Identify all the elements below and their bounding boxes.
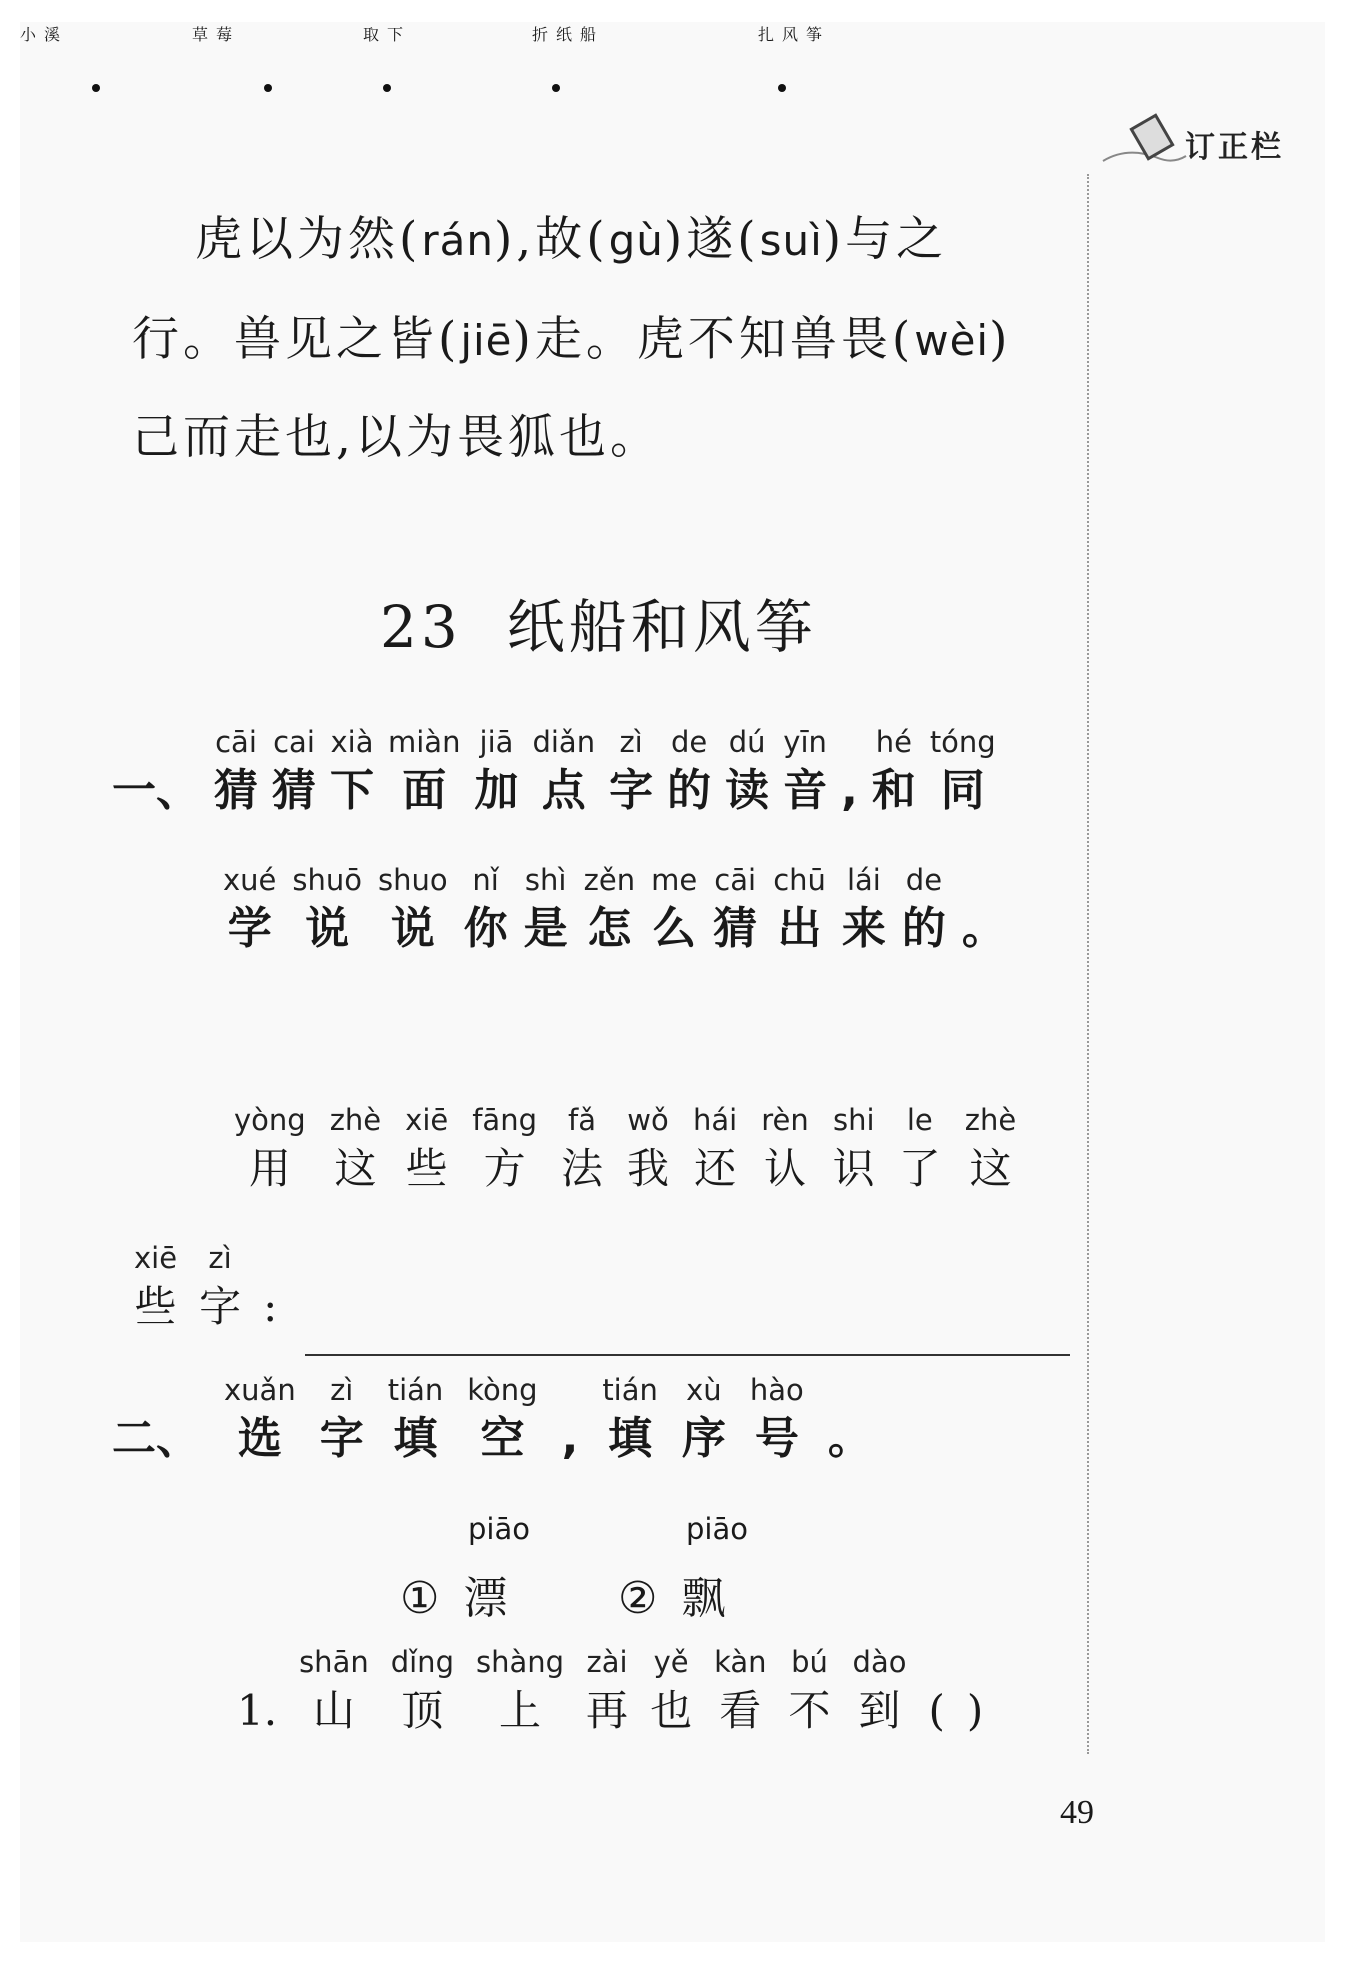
ruby-char	[930, 722, 996, 820]
pinyin: shì	[524, 863, 567, 897]
hanzi: :	[263, 1282, 278, 1331]
pinyin: fǎ	[568, 1103, 596, 1137]
word-item: 小溪	[20, 25, 69, 44]
pinyin: yīn	[783, 725, 827, 759]
ruby-char	[320, 1370, 364, 1468]
ruby-char	[234, 1100, 306, 1198]
pinyin: tián	[602, 1373, 658, 1407]
ruby-char	[828, 1370, 872, 1468]
pinyin: kòng	[467, 1373, 538, 1407]
hanzi: 方	[483, 1144, 526, 1193]
hanzi: 选	[237, 1413, 282, 1464]
pinyin: cāi	[215, 725, 257, 759]
pinyin: me	[651, 863, 698, 897]
ruby-char	[789, 1642, 831, 1740]
hanzi: 号	[754, 1413, 799, 1464]
ruby-char	[388, 722, 460, 820]
hanzi: 字	[609, 765, 654, 816]
ruby-char	[773, 860, 826, 958]
pinyin: miàn	[388, 725, 461, 759]
q1-instruction-line1	[112, 722, 996, 820]
pinyin: cai	[273, 725, 315, 759]
hanzi: 空	[480, 1413, 525, 1464]
pinyin: shuo	[378, 863, 448, 897]
hanzi: 字	[199, 1282, 242, 1331]
q2-instruction	[112, 1370, 872, 1468]
pinyin: de	[670, 725, 708, 759]
passage-pinyin: jiē	[460, 316, 513, 365]
passage-pinyin: gù	[608, 216, 664, 265]
hanzi: 序	[681, 1413, 726, 1464]
option-1-number: ①	[400, 1573, 440, 1624]
hanzi: 怎	[587, 903, 632, 954]
pen-icon	[1098, 106, 1188, 176]
ruby-char	[224, 1370, 296, 1468]
pinyin: hào	[749, 1373, 804, 1407]
hanzi: 填	[608, 1413, 653, 1464]
hanzi: 识	[832, 1144, 875, 1193]
hanzi: 音	[783, 765, 828, 816]
ruby-char	[853, 1642, 907, 1740]
pinyin: zhè	[329, 1103, 382, 1137]
ruby-char	[214, 722, 258, 820]
passage-text: 己而走也,以为畏狐也。	[132, 410, 661, 465]
passage-text: )遂(	[663, 212, 760, 267]
hanzi: 了	[898, 1144, 941, 1193]
ruby-char	[562, 1370, 579, 1468]
hanzi: 不	[788, 1686, 831, 1735]
ruby-char	[134, 1238, 177, 1336]
hanzi: 上	[499, 1686, 542, 1735]
ruby-char	[561, 1100, 603, 1198]
option-1-pinyin: piāo	[468, 1512, 530, 1546]
pinyin: dào	[852, 1645, 907, 1679]
hanzi: 顶	[401, 1686, 444, 1735]
pinyin: xià	[330, 725, 374, 759]
correction-divider	[1087, 174, 1089, 1754]
pinyin: tóng	[929, 725, 996, 759]
ruby-char	[667, 722, 711, 820]
ruby-char	[962, 860, 1006, 958]
hanzi: 加	[474, 765, 519, 816]
hanzi: 说	[305, 903, 350, 954]
ruby-char	[842, 860, 886, 958]
ruby-char	[833, 1100, 875, 1198]
hanzi: ,	[841, 765, 858, 816]
ruby-char	[714, 1642, 766, 1740]
hanzi: 读	[725, 765, 770, 816]
hanzi: 学	[227, 903, 272, 954]
q2-item-1	[215, 1642, 983, 1740]
hanzi: 这	[969, 1144, 1012, 1193]
pinyin: dú	[728, 725, 766, 759]
lesson-number: 23	[380, 593, 462, 661]
pinyin: rèn	[761, 1103, 809, 1137]
pinyin: wǒ	[627, 1103, 669, 1137]
ruby-char	[292, 860, 362, 958]
ruby-char	[476, 1642, 564, 1740]
pinyin: zhè	[964, 1103, 1017, 1137]
ruby-char	[602, 1370, 658, 1468]
q1-label: 一、	[112, 765, 200, 816]
ruby-char	[524, 860, 568, 958]
pinyin: fāng	[472, 1103, 537, 1137]
hanzi: ,	[561, 1413, 579, 1464]
pinyin: shān	[299, 1645, 369, 1679]
hanzi: 。	[961, 903, 1006, 954]
hanzi: 下	[330, 765, 374, 816]
passage-text: ),故(	[493, 212, 609, 267]
hanzi: 法	[561, 1144, 604, 1193]
ruby-char	[472, 1100, 537, 1198]
pinyin: xiē	[405, 1103, 449, 1137]
pinyin: yě	[653, 1645, 689, 1679]
passage-text: 虎以为然(	[195, 212, 422, 267]
emphasis-dot	[552, 84, 560, 92]
word-item: 草莓	[192, 25, 241, 44]
ruby-char	[199, 1238, 241, 1336]
pinyin: diǎn	[532, 725, 596, 759]
ruby-char	[713, 860, 757, 958]
pinyin: shi	[833, 1103, 875, 1137]
pinyin: le	[906, 1103, 933, 1137]
hanzi: 也	[650, 1686, 693, 1735]
ruby-char	[761, 1100, 809, 1198]
q1-instruction-line2	[207, 860, 1006, 958]
ruby-char	[263, 1238, 277, 1336]
hanzi: 出	[777, 903, 822, 954]
hanzi: 山	[312, 1686, 355, 1735]
pinyin: shuō	[292, 863, 363, 897]
hanzi: 猜	[713, 903, 758, 954]
pinyin: xué	[223, 863, 277, 897]
pinyin: lái	[846, 863, 881, 897]
ruby-char	[378, 860, 448, 958]
correction-column-label: 订正栏	[1185, 130, 1284, 165]
pinyin: bú	[791, 1645, 828, 1679]
pinyin: hé	[875, 725, 912, 759]
word-item: 折纸船	[532, 25, 605, 44]
pinyin: chū	[773, 863, 826, 897]
option-1	[400, 1512, 530, 1626]
passage-line	[132, 302, 1077, 369]
hanzi: 。	[827, 1413, 872, 1464]
ruby-char	[682, 1370, 726, 1468]
pinyin: nǐ	[472, 863, 499, 897]
ruby-char	[693, 1100, 737, 1198]
q1-instruction-line4	[112, 1238, 277, 1336]
hanzi: 到	[858, 1686, 901, 1735]
ruby-char	[627, 1100, 669, 1198]
ruby-char	[464, 860, 508, 958]
hanzi: 我	[627, 1144, 670, 1193]
pinyin: zěn	[583, 863, 636, 897]
option-2-pinyin: piāo	[686, 1512, 748, 1546]
lesson-name: 纸船和风筝	[506, 593, 817, 661]
workbook-page	[20, 22, 1325, 1942]
pinyin: cāi	[714, 863, 757, 897]
emphasis-dot	[778, 84, 786, 92]
ruby-char	[237, 1642, 277, 1740]
pinyin: zì	[330, 1373, 354, 1407]
hanzi: 同	[940, 765, 985, 816]
ruby-char	[467, 1370, 537, 1468]
pinyin: xuǎn	[224, 1373, 296, 1407]
hanzi: 你	[463, 903, 508, 954]
lesson-title	[380, 580, 817, 664]
hanzi: 猜	[272, 765, 316, 816]
emphasis-dot	[383, 84, 391, 92]
pinyin: jiā	[479, 725, 514, 759]
hanzi: 说	[390, 903, 435, 954]
page-number: 49	[1060, 1794, 1094, 1831]
ruby-char	[928, 1642, 944, 1740]
passage-pinyin: rán	[421, 216, 494, 265]
pinyin: xiē	[134, 1241, 178, 1275]
pinyin: hái	[693, 1103, 738, 1137]
ruby-char	[783, 722, 827, 820]
ruby-char	[902, 860, 946, 958]
hanzi: 和	[871, 765, 916, 816]
passage-text: )走。虎不知兽畏(	[512, 312, 915, 367]
passage-text: )	[989, 312, 1012, 367]
q2-label: 二、	[112, 1413, 200, 1464]
hanzi: 用	[248, 1144, 291, 1193]
hanzi: )	[966, 1686, 984, 1735]
pinyin: de	[905, 863, 943, 897]
ruby-char	[474, 722, 518, 820]
ruby-char	[841, 722, 858, 820]
hanzi: (	[928, 1686, 945, 1735]
hanzi: 还	[694, 1144, 737, 1193]
ruby-char	[532, 722, 595, 820]
pinyin: shàng	[475, 1645, 565, 1679]
hanzi: 这	[334, 1144, 377, 1193]
hanzi: 认	[764, 1144, 807, 1193]
hanzi: 1.	[237, 1686, 278, 1735]
hanzi: 的	[667, 765, 712, 816]
ruby-char	[899, 1100, 941, 1198]
option-2-char: 飘	[681, 1573, 726, 1624]
ruby-char	[584, 860, 635, 958]
passage-line	[132, 400, 1077, 467]
emphasis-dot	[92, 84, 100, 92]
hanzi: 面	[402, 765, 447, 816]
ruby-char	[388, 1370, 444, 1468]
hanzi: 些	[134, 1282, 177, 1331]
ruby-char	[725, 722, 769, 820]
pinyin: kàn	[714, 1645, 767, 1679]
option-2	[618, 1512, 748, 1626]
ruby-char	[651, 860, 697, 958]
emphasis-dot	[264, 84, 272, 92]
ruby-char	[330, 1100, 381, 1198]
pinyin: yòng	[234, 1103, 306, 1137]
ruby-char	[223, 860, 276, 958]
pinyin: zì	[208, 1241, 232, 1275]
pinyin: xù	[686, 1373, 722, 1407]
passage-pinyin: wèi	[914, 316, 990, 365]
ruby-char	[967, 1642, 983, 1740]
ruby-char	[965, 1100, 1016, 1198]
ruby-char	[405, 1100, 448, 1198]
pinyin: dǐng	[390, 1645, 454, 1679]
hanzi: 猜	[214, 765, 258, 816]
option-2-number: ②	[618, 1573, 658, 1624]
passage-line	[195, 202, 1140, 269]
word-item: 扎风筝	[758, 25, 831, 44]
ruby-char	[391, 1642, 454, 1740]
ruby-char	[272, 722, 316, 820]
passage-text: 行。兽见之皆(	[132, 312, 461, 367]
passage-text: )与之	[822, 212, 948, 267]
hanzi: 点	[541, 765, 586, 816]
ruby-char	[609, 722, 653, 820]
pinyin: zài	[586, 1645, 628, 1679]
hanzi: 是	[523, 903, 568, 954]
ruby-char	[299, 1642, 369, 1740]
q1-instruction-line3	[210, 1100, 1016, 1198]
hanzi: 字	[319, 1413, 364, 1464]
answer-blank-line[interactable]	[305, 1354, 1070, 1356]
pinyin: tián	[387, 1373, 444, 1407]
option-1-char: 漂	[463, 1573, 508, 1624]
word-item: 取下	[363, 25, 412, 44]
hanzi: 填	[393, 1413, 438, 1464]
hanzi: 再	[586, 1686, 629, 1735]
hanzi: 来	[841, 903, 886, 954]
ruby-char	[330, 722, 374, 820]
ruby-char	[650, 1642, 692, 1740]
ruby-char	[750, 1370, 804, 1468]
hanzi: 么	[652, 903, 697, 954]
hanzi: 些	[405, 1144, 448, 1193]
pinyin: zì	[619, 725, 643, 759]
passage-pinyin: suì	[759, 216, 823, 265]
ruby-char	[872, 722, 916, 820]
hanzi: 的	[901, 903, 946, 954]
ruby-char	[586, 1642, 628, 1740]
hanzi: 看	[719, 1686, 762, 1735]
